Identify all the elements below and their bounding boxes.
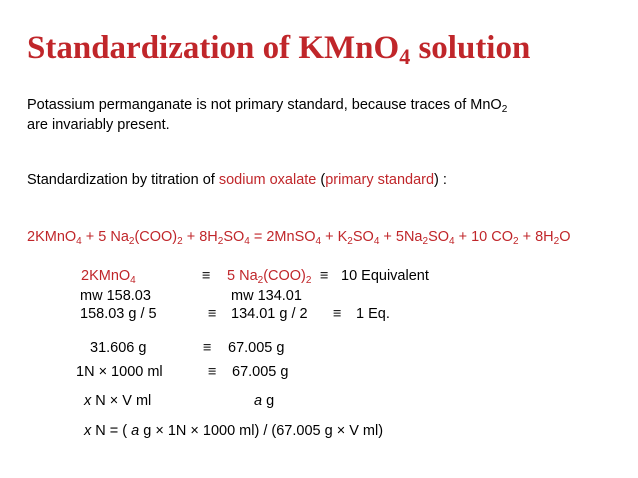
- method-open: (: [316, 172, 326, 188]
- final-rest: g × 1N × 1000 ml) / (67.005 g × V ml): [139, 423, 384, 439]
- final-formula: [84, 421, 383, 441]
- reaction-term: = 2MnSO: [249, 229, 316, 245]
- intro-line-1: [27, 95, 507, 115]
- intro-sub: 2: [501, 104, 508, 115]
- div-kmno4: 158.03 g / 5: [80, 306, 157, 322]
- reaction-term: + 10 CO: [454, 229, 514, 245]
- na-sub: 2: [257, 275, 264, 286]
- reaction-equation: [27, 227, 570, 247]
- intro-line-2: are invariably present.: [27, 117, 170, 133]
- mw-kmno4: mw 158.03: [80, 288, 151, 304]
- reaction-subscript: 4: [76, 236, 82, 247]
- reaction-term: + 5 Na: [81, 229, 129, 245]
- reaction-term: SO: [428, 229, 450, 245]
- reaction-subscript: 4: [373, 236, 380, 247]
- coo-sub: 2: [305, 275, 312, 286]
- intro-text: Potassium permanganate is not primary standard, because traces of MnO: [27, 97, 502, 113]
- page-title: [27, 30, 530, 67]
- reaction-term: + 8H: [182, 229, 218, 245]
- reaction-term: + 5Na: [379, 229, 423, 245]
- final-open: N = (: [91, 423, 132, 439]
- method-close: ) :: [434, 172, 447, 188]
- a-grams: [254, 391, 274, 411]
- reaction-term: + 8H: [518, 229, 554, 245]
- div-oxalate: 134.01 g / 2: [231, 306, 308, 322]
- equiv-symbol-6: ≡: [208, 364, 217, 380]
- reaction-term: 2KMnO: [27, 229, 77, 245]
- reaction-subscript: 4: [315, 236, 322, 247]
- mw-oxalate: mw 134.01: [231, 288, 302, 304]
- a-grams-text: g: [262, 393, 275, 409]
- kmno4-sub: 4: [130, 275, 136, 286]
- reaction-term: SO: [223, 229, 245, 245]
- normality-volume: 1N × 1000 ml: [76, 364, 163, 380]
- method-line: [27, 170, 447, 190]
- x-n-v-line: [84, 391, 151, 411]
- equiv-symbol-1: ≡: [202, 268, 211, 284]
- grams-kmno4: 31.606 g: [90, 340, 147, 356]
- final-a: a: [131, 423, 140, 439]
- x-n-v-text: N × V ml: [91, 393, 152, 409]
- reaction-subscript: 2: [128, 236, 135, 247]
- reaction-term: SO: [352, 229, 374, 245]
- reaction-subscript: 2: [513, 236, 519, 247]
- one-eq: 1 Eq.: [356, 306, 390, 322]
- x-variable: x: [84, 393, 92, 409]
- ten-equivalent: 10 Equivalent: [341, 268, 429, 284]
- method-pre: Standardization by titration of: [27, 172, 219, 188]
- final-x: x: [84, 423, 92, 439]
- reaction-term: O: [559, 229, 571, 245]
- reaction-term: + K: [321, 229, 348, 245]
- grams-oxalate-2: 67.005 g: [232, 364, 289, 380]
- reaction-subscript: 2: [177, 236, 183, 247]
- title-subscript: 4: [399, 44, 411, 69]
- reaction-subscript: 4: [449, 236, 455, 247]
- equiv-symbol-3: ≡: [208, 306, 217, 322]
- title-end: solution: [410, 30, 531, 66]
- sodium-oxalate-text: sodium oxalate: [218, 172, 317, 188]
- reaction-subscript: 2: [422, 236, 429, 247]
- equiv-symbol-2: ≡: [320, 268, 329, 284]
- grams-oxalate: 67.005 g: [228, 340, 285, 356]
- title-text: Standardization of KMnO: [27, 30, 400, 66]
- equiv-symbol-5: ≡: [203, 340, 212, 356]
- oxalate-label: [227, 266, 311, 286]
- equiv-symbol-4: ≡: [333, 306, 342, 322]
- coo-text: (COO): [263, 268, 306, 284]
- reaction-term: (COO): [134, 229, 178, 245]
- reaction-subscript: 2: [347, 236, 353, 247]
- na-text: 5 Na: [227, 268, 258, 284]
- reaction-subscript: 2: [217, 236, 224, 247]
- a-variable: a: [254, 393, 263, 409]
- reaction-subscript: 2: [553, 236, 560, 247]
- kmno4-label: [81, 266, 136, 286]
- kmno4-text: 2KMnO: [81, 268, 131, 284]
- reaction-subscript: 4: [244, 236, 250, 247]
- primary-standard-text: primary standard: [325, 172, 435, 188]
